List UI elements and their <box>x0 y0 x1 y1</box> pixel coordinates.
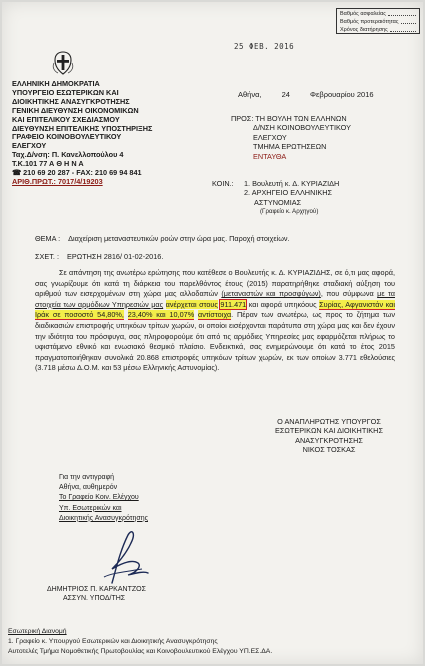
copy-certification <box>59 473 148 524</box>
sender-block <box>12 80 152 187</box>
distribution-title: Εσωτερική Διανομή <box>8 628 67 635</box>
sender-line: ΕΛΛΗΝΙΚΗ ΔΗΜΟΚΡΑΤΙΑ <box>12 79 100 88</box>
certifier-name: ΔΗΜΗΤΡΙΟΣ Π. ΚΑΡΚΑΝΤΖΟΣ <box>47 586 146 593</box>
distribution-line: 1. Γραφείο κ. Υπουργού Εσωτερικών και Διοικητικής Ανασυγκρότησης <box>8 637 218 645</box>
highlighted-text: αντίστοιχα <box>197 310 232 320</box>
certifier-block <box>47 586 146 603</box>
copy-line: Το Γραφείο Κοιν. Ελέγχου <box>59 494 139 502</box>
recipient-line: Δ/ΝΣΗ ΚΟΙΝΟΒΟΥΛΕΥΤΙΚΟΥ <box>253 123 351 133</box>
cc-block <box>212 179 340 217</box>
letter-body <box>35 268 395 374</box>
document-page <box>2 2 423 664</box>
recipient-block <box>231 114 351 161</box>
received-date-stamp: 25 ΦΕΒ. 2016 <box>234 42 295 51</box>
copy-line: Υπ. Εσωτερικών και <box>59 504 122 512</box>
date-month-year: Φεβρουαρίου 2016 <box>310 90 374 99</box>
highlighted-text: ανέρχεται στους <box>165 299 218 309</box>
highlighted-nationalities: Συρίας, Αφγανιστάν και Ιράκ σε ποσοστό 54,80%, <box>35 299 395 320</box>
copy-line: Για την αντιγραφή <box>59 474 115 481</box>
recipient-prefix: ΠΡΟΣ: <box>231 114 254 123</box>
recipient-line: ΕΛΕΓΧΟΥ <box>253 132 287 142</box>
classification-box <box>336 8 420 34</box>
recipient-line: ΤΗ ΒΟΥΛΗ ΤΩΝ ΕΛΛΗΝΩΝ <box>255 114 347 123</box>
greek-emblem-icon <box>52 51 74 75</box>
date-day: 24 <box>281 90 290 99</box>
body-text: . Πέραν των ανωτέρω, ως προς το ζήτημα των διαδικασιών επιστροφής υπηκόων τρίτων χωρών, οι οποίοι εισέρχονται παράτυπα στη χώρα μας και δεν έχουν την ιδιότητα του πρόσφυγα, σας πληροφορούμε ότι από τις αρμόδιες Υπηρεσίες μας εφαρμόζεται πλήρως το υφιστάμενο εθνικό και ενωσιακό θεσμικό πλαίσιο. Ενδεικτικά, σας ενημερώνουμε ότι κατά το έτος 2015 πραγματοποιήθηκαν συνολικά 20.868 επιστροφές υπηκόων τρίτων χωρών, εκ των οποίων 3.771 εθελούσιες (3.718 μέσω Δ.Ο.Μ. και 53 μέσω Ελληνικής Αστυνομίας). <box>35 310 396 373</box>
recipient-line: ΤΜΗΜΑ ΕΡΩΤΗΣΕΩΝ <box>253 142 327 152</box>
sender-address: Ταχ.Δ/νση: Π. Κανελλοπούλου 4 <box>12 150 124 160</box>
cc-label: ΚΟΙΝ.: <box>212 179 234 188</box>
cc-line: 2. ΑΡΧΗΓΕΙΟ ΕΛΛΗΝΙΚΗΣ <box>244 188 333 198</box>
sender-phone: ☎ 210 69 20 287 - FAX: 210 69 94 841 <box>12 168 142 178</box>
sender-line: ΕΛΕΓΧΟΥ <box>12 141 47 151</box>
body-text: Σε απάντηση της ανωτέρω ερώτησης που κατέθεσε ο Βουλευτής κ. Δ. ΚΥΡΙΑΖΙΔΗΣ, σε ό,τι μας αφορά, σας γνωρίζουμε ότι κατά τη διάρκεια του παρελθόντος έτους (2015) παρατηρήθηκε σταδιακή αύξηση του αριθμού των εισερχομένων στη χώρα μας αλλοδαπών <box>35 268 395 299</box>
cc-line: 1. Βουλευτή κ. Δ. ΚΥΡΙΑΖΙΔΗ <box>244 179 340 188</box>
reference-label: ΣΧΕΤ. : <box>35 252 59 261</box>
handwritten-signature <box>98 529 150 587</box>
classification-row: Βαθμός προτεραιότητας <box>340 19 399 25</box>
sender-line: ΓΕΝΙΚΗ ΔΙΕΥΘΥΝΣΗ ΟΙΚΟΝΟΜΙΚΩΝ <box>12 105 139 115</box>
certifier-title: ΑΣΣΥΝ. ΥΠΟΔ/ΤΗΣ <box>63 594 126 602</box>
body-paragraph <box>35 268 395 374</box>
subject-line <box>35 234 290 243</box>
classification-row: Χρόνος διατήρησης <box>340 27 388 33</box>
body-underlined: (μεταναστών και προσφύγων) <box>221 289 321 299</box>
copy-line: Διοικητικής Ανασυγκρότησης <box>59 514 148 522</box>
highlighted-percentages: 23,40% και 10,07% <box>127 310 195 320</box>
highlighted-total-number: 911.471 <box>220 299 247 309</box>
body-text: και αφορά υπηκόους <box>246 299 320 309</box>
subject-text: Διαχείριση μεταναστευτικών ροών στην ώρα μας. Παροχή στοιχείων. <box>68 234 290 243</box>
body-text: , που σύμφωνα <box>320 289 378 299</box>
document-date <box>238 90 374 99</box>
signer-block <box>254 417 404 455</box>
internal-distribution <box>8 627 272 656</box>
sender-line: ΥΠΟΥΡΓΕΙΟ ΕΣΩΤΕΡΙΚΩΝ ΚΑΙ <box>12 87 119 97</box>
protocol-number: ΑΡΙΘ.ΠΡΩΤ.: 7017/4/19203 <box>12 176 103 186</box>
recipient-stamp: ΕΝΤΑΥΘΑ <box>253 151 287 161</box>
cc-line: ΑΣΤΥΝΟΜΙΑΣ <box>254 197 302 207</box>
subject-label: ΘΕΜΑ : <box>35 234 61 243</box>
signer-line: ΑΝΑΣΥΓΚΡΟΤΗΣΗΣ <box>295 435 363 445</box>
sender-line: ΔΙΟΙΚΗΤΙΚΗΣ ΑΝΑΣΥΓΚΡΟΤΗΣΗΣ <box>12 96 130 106</box>
signer-line: ΕΣΩΤΕΡΙΚΩΝ ΚΑΙ ΔΙΟΙΚΗΤΙΚΗΣ <box>275 426 383 436</box>
sender-line: ΚΑΙ ΕΠΙΤΕΛΙΚΟΥ ΣΧΕΔΙΑΣΜΟΥ <box>12 114 120 124</box>
distribution-line: Αυτοτελές Τμήμα Νομοθετικής Πρωτοβουλίας και Κοινοβουλευτικού Ελέγχου ΥΠ.ΕΣ.ΔΑ. <box>8 647 273 655</box>
reference-text: ΕΡΩΤΗΣΗ 2816/ 01-02-2016. <box>67 252 164 261</box>
reference-line <box>35 252 163 261</box>
classification-row: Βαθμός ασφαλείας <box>340 11 386 17</box>
body-underlined: με τα στοιχεία των αρμόδιων Υπηρεσιών μας <box>35 289 395 309</box>
cc-note: (Γραφείο κ. Αρχηγού) <box>260 208 319 216</box>
copy-line: Αθήνα, αυθημερόν <box>59 484 118 492</box>
sender-postal: Τ.Κ.101 77 Α Θ Η Ν Α <box>12 159 84 169</box>
sender-line: ΓΡΑΦΕΙΟ ΚΟΙΝΟΒΟΥΛΕΥΤΙΚΟΥ <box>12 132 122 142</box>
signer-line: Ο ΑΝΑΠΛΗΡΩΤΗΣ ΥΠΟΥΡΓΟΣ <box>277 417 381 426</box>
sender-line: ΔΙΕΥΘΥΝΣΗ ΕΠΙΤΕΛΙΚΗΣ ΥΠΟΣΤΗΡΙΞΗΣ <box>12 123 153 133</box>
date-city: Αθήνα, <box>238 90 262 99</box>
signer-name: ΝΙΚΟΣ ΤΟΣΚΑΣ <box>302 445 356 455</box>
